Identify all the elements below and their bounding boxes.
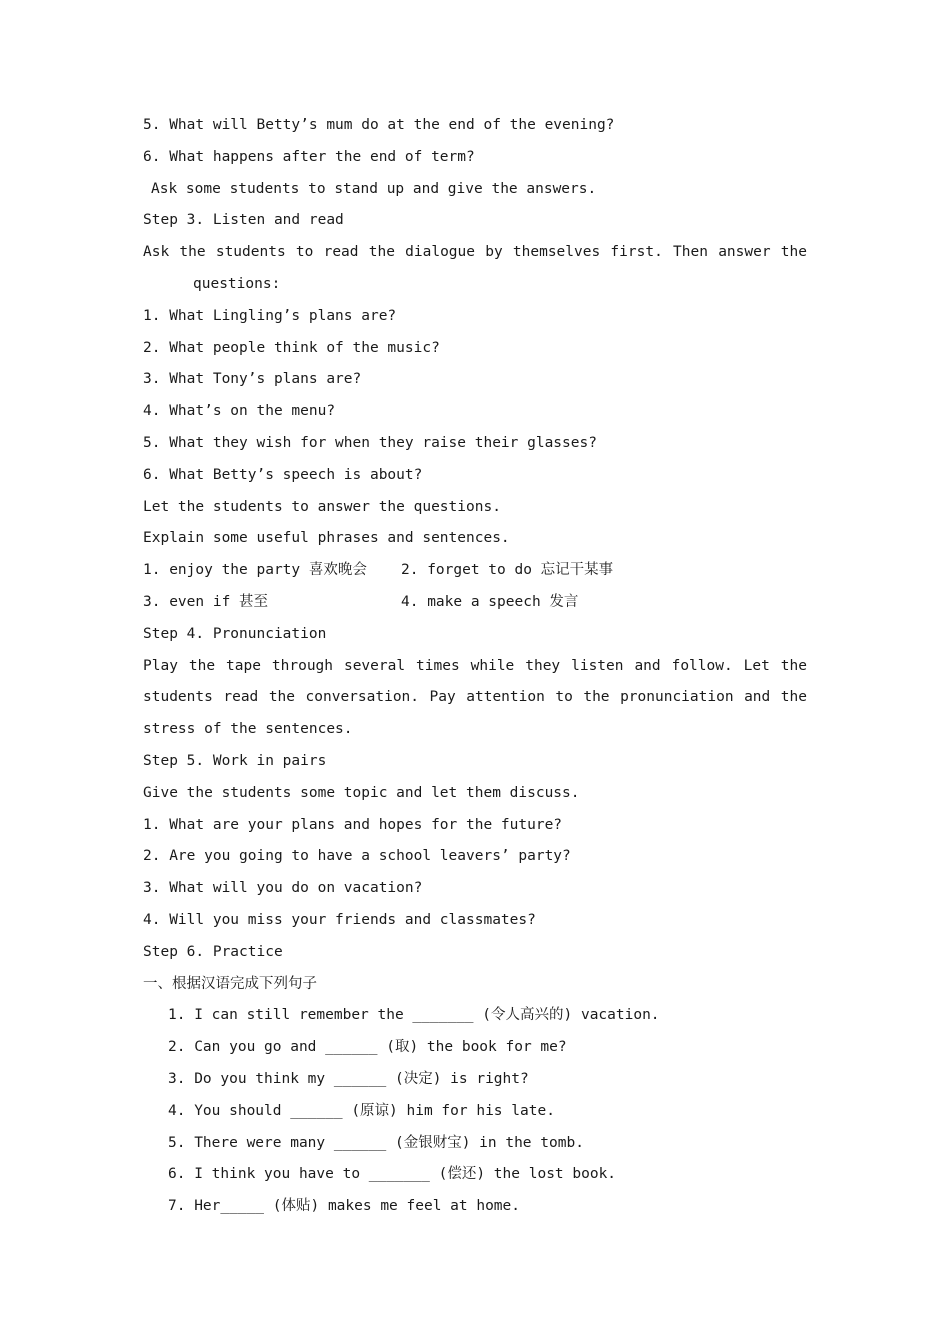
reading-question-3: 3. What Tony’s plans are?	[143, 371, 362, 388]
step-5-heading: Step 5. Work in pairs	[143, 752, 327, 769]
exercise-7: 7. Her_____ (体贴) makes me feel at home.	[168, 1198, 521, 1215]
phrase-3: 3. even if 甚至	[143, 593, 269, 610]
step-4-text-2: students read the conversation. Pay attention to the pronunciation and the	[143, 689, 807, 706]
reading-question-4: 4. What’s on the menu?	[143, 403, 336, 420]
step-4-heading: Step 4. Pronunciation	[143, 625, 327, 642]
exercise-2: 2. Can you go and ______ (取) the book for me?	[168, 1039, 567, 1056]
phrase-row-2	[143, 587, 807, 619]
step-6-heading: Step 6. Practice	[143, 943, 283, 960]
step-3-intro-cont: questions:	[193, 275, 281, 292]
discussion-question-2: 2. Are you going to have a school leavers’ party?	[143, 848, 571, 865]
exercise-6: 6. I think you have to _______ (偿还) the lost book.	[168, 1166, 617, 1183]
discussion-question-1: 1. What are your plans and hopes for the future?	[143, 816, 563, 833]
step-4-text-3: stress of the sentences.	[143, 721, 353, 738]
exercise-5: 5. There were many ______ (金银财宝) in the tomb.	[168, 1134, 584, 1151]
instruction-explain: Explain some useful phrases and sentences.	[143, 530, 510, 547]
step-4-text-1: Play the tape through several times while they listen and follow. Let the	[143, 657, 807, 674]
instruction-answers: Ask some students to stand up and give the answers.	[151, 180, 597, 197]
reading-question-5: 5. What they wish for when they raise their glasses?	[143, 434, 597, 451]
section-1-heading: 一、根据汉语完成下列句子	[143, 975, 317, 992]
step-5-instruction: Give the students some topic and let them discuss.	[143, 784, 580, 801]
phrase-row-1	[143, 555, 807, 587]
instruction-let-answer: Let the students to answer the questions.	[143, 498, 501, 515]
step-3-heading: Step 3. Listen and read	[143, 212, 344, 229]
reading-question-6: 6. What Betty’s speech is about?	[143, 466, 423, 483]
discussion-question-3: 3. What will you do on vacation?	[143, 880, 423, 897]
phrase-2: 2. forget to do 忘记干某事	[401, 562, 614, 579]
exercise-1: 1. I can still remember the _______ (令人高兴的) vacation.	[168, 1007, 660, 1024]
phrase-1: 1. enjoy the party 喜欢晚会	[143, 562, 367, 579]
phrase-4: 4. make a speech 发言	[401, 593, 579, 610]
question-6: 6. What happens after the end of term?	[143, 148, 475, 165]
question-5: 5. What will Betty’s mum do at the end of the evening?	[143, 117, 615, 133]
reading-question-2: 2. What people think of the music?	[143, 339, 440, 356]
reading-question-1: 1. What Lingling’s plans are?	[143, 307, 397, 324]
discussion-question-4: 4. Will you miss your friends and classmates?	[143, 911, 536, 928]
step-3-intro: Ask the students to read the dialogue by themselves first. Then answer the	[143, 244, 807, 261]
document-page	[143, 110, 807, 1223]
exercise-4: 4. You should ______ (原谅) him for his late.	[168, 1102, 555, 1119]
exercise-3: 3. Do you think my ______ (决定) is right?	[168, 1070, 529, 1087]
